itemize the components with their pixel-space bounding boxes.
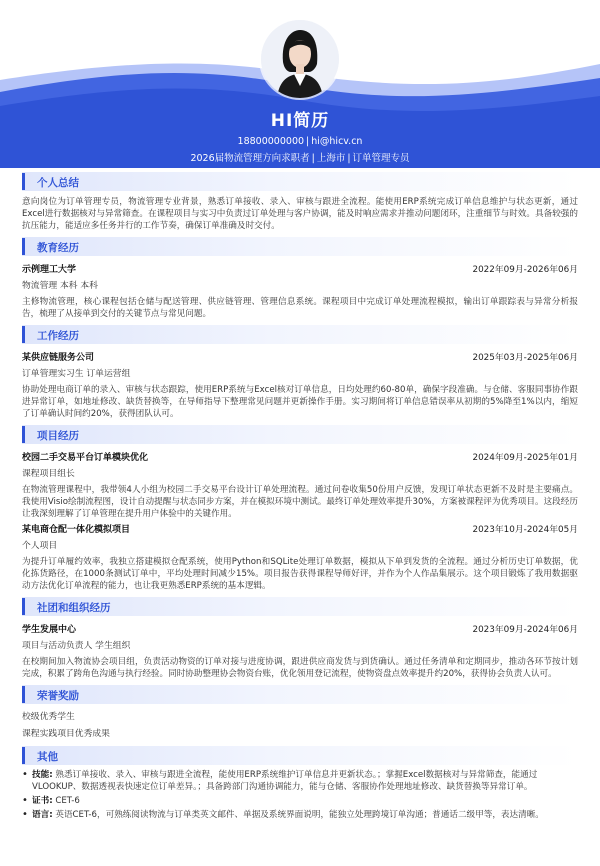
certificate-text: CET-6: [55, 796, 80, 806]
work-text: 协助处理电商订单的录入、审核与状态跟踪，使用ERP系统与Excel核对订单信息，日均处理约60-80单，确保字段准确。与仓储、客服同事协作跟进异常订单，如地址修改、缺货替换等，在导师指导下整理常见问题并更新操作手册。实习期间将订单信息错误率从初期的5%降至1%以内，缩短了订单确认时间约20%，获得团队认可。: [22, 385, 578, 419]
section-projects-header: [22, 425, 578, 444]
email: hi@hicv.cn: [311, 136, 363, 147]
project-row-2: [22, 522, 578, 535]
education-row: [22, 262, 578, 275]
section-title: 其他: [37, 751, 58, 763]
organization-name: 学生发展中心: [22, 625, 77, 635]
section-title: 工作经历: [37, 330, 79, 342]
honor-item: 课程实践项目优秀成果: [22, 729, 110, 739]
work-period: 2025年03月-2025年06月: [472, 353, 578, 363]
section-social-header: [22, 597, 578, 616]
social-row: [22, 622, 578, 635]
job-intent: 2026届物流管理方向求职者: [190, 153, 310, 164]
target-position: 订单管理专员: [352, 153, 410, 164]
project-name: 某电商仓配一体化模拟项目: [22, 525, 131, 535]
work-role: 订单管理实习生 订单运营组: [22, 369, 131, 379]
work-row: [22, 350, 578, 363]
section-title: 荣誉奖励: [37, 690, 79, 702]
project-role: 课程项目组长: [22, 469, 75, 479]
project-name: 校园二手交易平台订单模块优化: [22, 453, 149, 463]
honor-item: 校级优秀学生: [22, 712, 75, 722]
resume-title: HI简历: [270, 111, 330, 131]
section-education-header: [22, 237, 578, 256]
social-role: 项目与活动负责人 学生组织: [22, 641, 131, 651]
education-major: 物流管理 本科 本科: [22, 281, 98, 291]
contact-line: 18800000000 | hi@hicv.cn: [237, 136, 363, 147]
section-title: 教育经历: [37, 242, 79, 254]
section-work-header: [22, 325, 578, 344]
company-name: 某供应链服务公司: [22, 353, 95, 363]
summary-text: 意向岗位为订单管理专员，物流管理专业背景，熟悉订单接收、录入、审核与跟进全流程。能使用ERP系统完成订单信息维护与状态更新，通过Excel进行数据核对与异常筛查。在课程项目与实习中负责过订单处理与客户协调，能及时响应需求并推动问题闭环，注重细节与时效。具备较强的抗压能力，能适应多任务并行的工作节奏，确保订单准确及时交付。: [22, 197, 578, 231]
social-text: 在校期间加入物流协会项目组，负责活动物资的订单对接与进度协调，跟进供应商发货与到货确认。通过任务清单和定期同步，推动各环节按计划完成，积累了跨角色沟通与执行经验。同时协助整理协会物资台账，优化领用登记流程，使物资盘点效率提升约20%，获得协会负责人认可。: [22, 657, 578, 679]
city: 上海市: [316, 153, 346, 164]
section-honors-header: [22, 685, 578, 704]
avatar: [261, 20, 339, 98]
section-other-header: [22, 746, 578, 765]
list-item: • 证书: CET-6: [22, 795, 578, 807]
phone: 18800000000: [237, 136, 305, 147]
project-text: 为提升订单履约效率，我独立搭建模拟仓配系统，使用Python和SQLite处理订单数据，模拟从下单到发货的全流程。通过分析历史订单数据，优化拣货路径，在1000条测试订单中，平均处理时间减少15%。项目报告获得课程导师好评，并作为个人作品集展示。这个项目锻炼了我用数据驱动方法优化订单流程的能力，也让我更熟悉ERP系统的基本逻辑。: [22, 557, 578, 591]
project-text: 在物流管理课程中，我带领4人小组为校园二手交易平台设计订单处理流程。通过问卷收集50份用户反馈，发现订单状态更新不及时是主要痛点。我使用Visio绘制流程图，设计自动提醒与状态同步方案，并在模拟环境中测试。最终订单处理效率提升30%，方案被课程评为优秀项目。这段经历让我深刻理解了订单管理在提升用户体验中的关键作用。: [22, 485, 578, 519]
list-item: • 技能: 熟悉订单接收、录入、审核与跟进全流程，能使用ERP系统维护订单信息并更新状态。；掌握Excel数据核对与异常筛查，能通过VLOOKUP、数据透视表快速定位订单差异。；具备跨部门沟通协调能力，能与仓储、客服协作处理地址修改、缺货替换等异常订单。: [22, 769, 578, 793]
intent-line: 2026届物流管理方向求职者 | 上海市 | 订单管理专员: [190, 153, 410, 164]
resume-header: [0, 0, 600, 168]
resume-body: [22, 168, 578, 823]
list-item: • 语言: 英语CET-6，可熟练阅读物流与订单类英文邮件、单据及系统界面说明，能独立处理跨境订单沟通；普通话二级甲等，表达清晰。: [22, 809, 578, 821]
project-period: 2023年10月-2024年05月: [472, 525, 578, 535]
project-role: 个人项目: [22, 541, 58, 551]
section-title: 社团和组织经历: [37, 602, 111, 614]
language-text: 英语CET-6，可熟练阅读物流与订单类英文邮件、单据及系统界面说明，能独立处理跨境订单沟通；普通话二级甲等，表达清晰。: [55, 810, 544, 820]
project-row-1: [22, 450, 578, 463]
education-text: 主修物流管理，核心课程包括仓储与配送管理、供应链管理、管理信息系统。课程项目中完成订单处理流程模拟，输出订单跟踪表与异常分析报告，梳理了从接单到交付的关键节点与常见问题。: [22, 297, 578, 319]
section-summary-header: [22, 172, 578, 191]
portrait-icon: [261, 20, 339, 98]
other-list: [22, 769, 578, 821]
project-period: 2024年09月-2025年01月: [472, 453, 578, 463]
education-period: 2022年09月-2026年06月: [472, 265, 578, 275]
section-title: 个人总结: [37, 177, 79, 189]
section-title: 项目经历: [37, 430, 79, 442]
school-name: 示例理工大学: [22, 265, 77, 275]
social-period: 2023年09月-2024年06月: [472, 625, 578, 635]
skills-text: 熟悉订单接收、录入、审核与跟进全流程，能使用ERP系统维护订单信息并更新状态。；掌握Excel数据核对与异常筛查，能通过VLOOKUP、数据透视表快速定位订单差异。；具备跨部门沟通协调能力，能与仓储、客服协作处理地址修改、缺货替换等异常订单。: [32, 770, 538, 792]
